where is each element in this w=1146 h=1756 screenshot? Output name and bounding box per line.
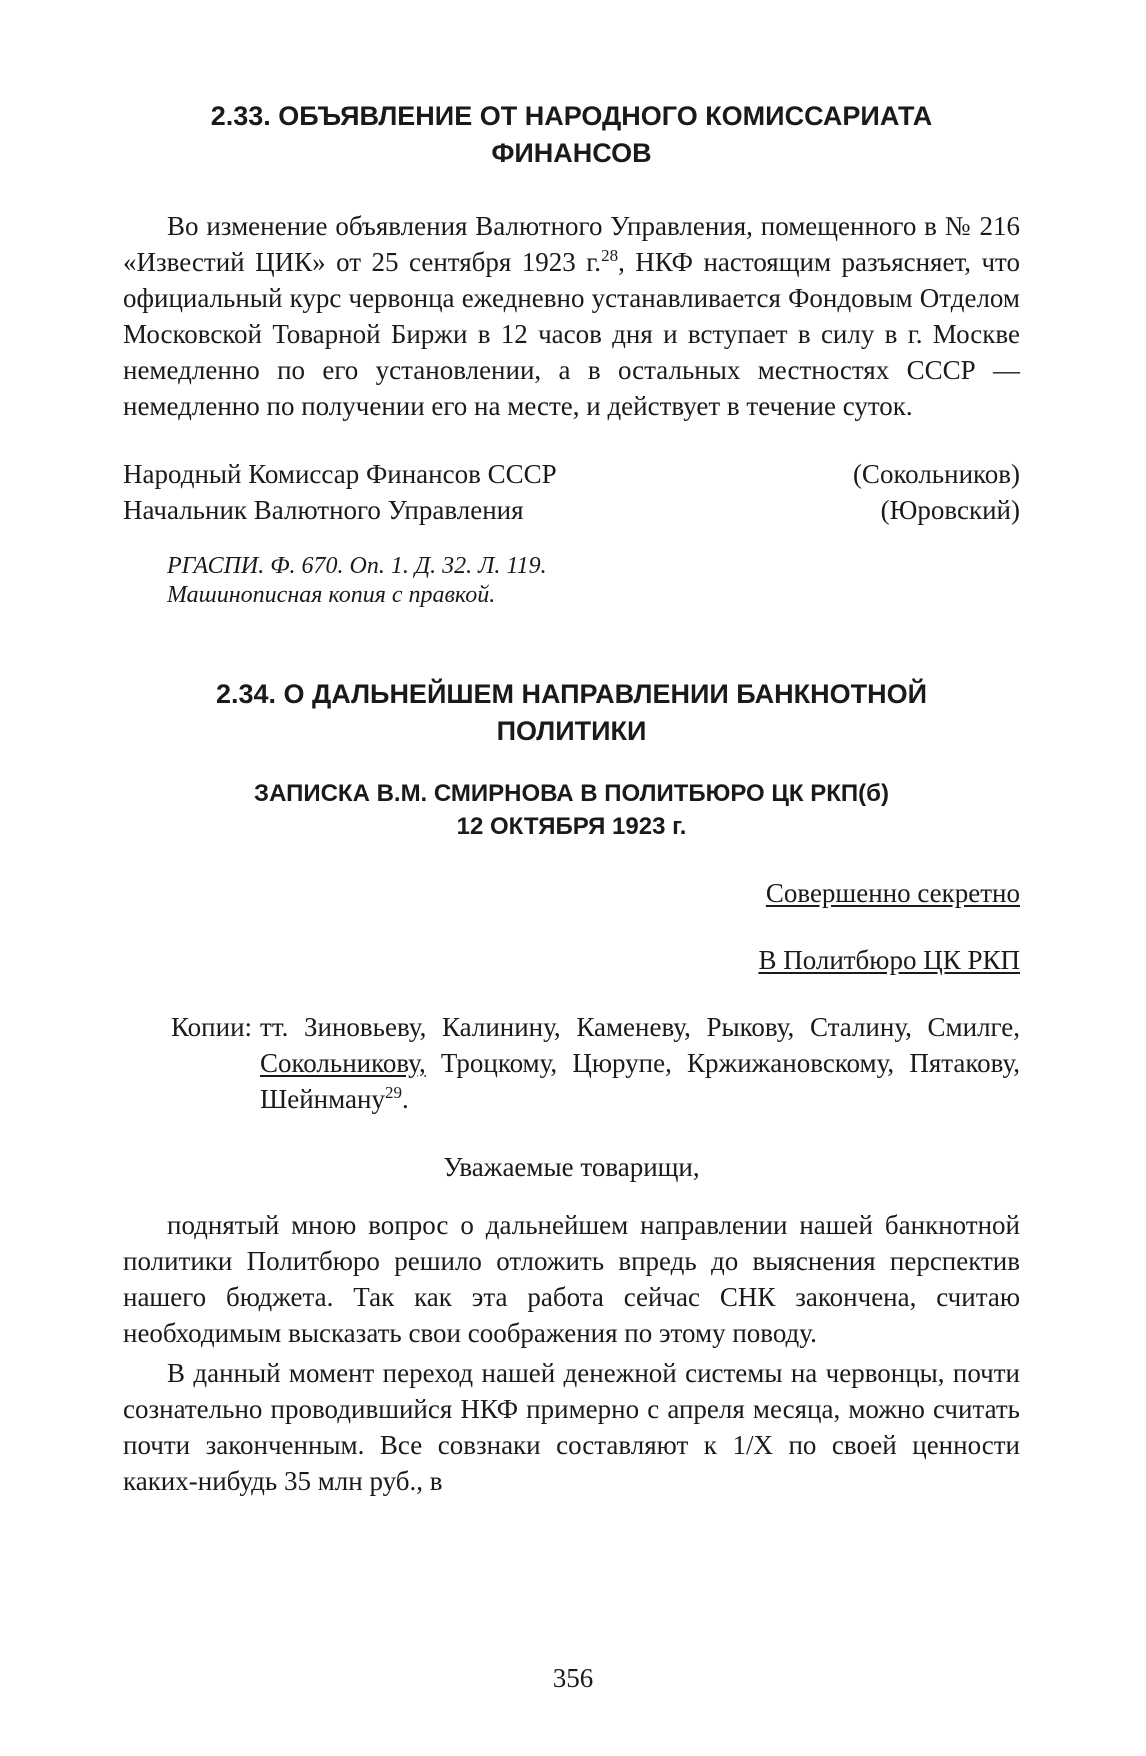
section-2-33-title-line1: 2.33. ОБЪЯВЛЕНИЕ ОТ НАРОДНОГО КОМИССАРИАТА	[210, 101, 933, 131]
signature-position: Народный Комиссар Финансов СССР	[123, 459, 557, 489]
greeting: Уважаемые товарищи,	[443, 1152, 700, 1182]
archive-line2: Машинописная копия с правкой.	[167, 582, 496, 608]
section-2-33-body	[123, 208, 1020, 424]
section-2-33	[123, 98, 1020, 610]
section-2-34-title	[123, 676, 1020, 750]
memo-paragraph-2: В данный момент переход нашей денежной системы на червонцы, почти сознательно проводившийся НКФ примерно с апреля месяца, можно считать почти законченным. Все совзнаки составляют к 1/X по своей ценности каких-нибудь 35 млн руб., в	[123, 1358, 1020, 1496]
signature-name: (Юровский)	[880, 495, 1020, 525]
addressee	[123, 942, 1020, 978]
footnote-ref-28: 28	[601, 246, 619, 265]
section-2-34-title-line1: 2.34. О ДАЛЬНЕЙШЕМ НАПРАВЛЕНИИ БАНКНОТНОЙ	[215, 679, 928, 709]
signature-row	[123, 492, 1020, 528]
copies-underlined-name: Сокольникову,	[260, 1048, 426, 1078]
subtitle-line2: 12 ОКТЯБРЯ 1923 г.	[456, 813, 687, 840]
copies-part1: тт. Зиновьеву, Калинину, Каменеву, Рыкову, Сталину, Смилге,	[260, 1012, 1020, 1042]
signature-name: (Сокольников)	[852, 459, 1020, 489]
body-part2: , НКФ настоящим разъясняет, что официальный курс червонца ежедневно устанавливается Фондовым Отделом Московской Товарной Биржи в 12 часов дня и вступает в силу в г. Москве немедленно по его установлении, а в остальных местностях СССР — немедленно по получении его на месте, и действует в течение суток.	[123, 247, 1020, 421]
classification-mark	[123, 875, 1020, 911]
section-2-33-title-line2: ФИНАНСОВ	[491, 138, 652, 168]
footnote-ref-29: 29	[384, 1083, 402, 1102]
section-2-34-subtitle	[123, 777, 1020, 843]
copies-label: Копии:	[171, 1012, 253, 1042]
memo-paragraph-1: поднятый мною вопрос о дальнейшем направлении нашей банкнотной политики Политбюро решило отложить впредь до выяснения перспектив нашего бюджета. Так как эта работа сейчас СНК закончена, считаю необходимым высказать свои соображения по этому поводу.	[123, 1210, 1020, 1348]
signature-block	[123, 456, 1020, 528]
subtitle-line1: ЗАПИСКА В.М. СМИРНОВА В ПОЛИТБЮРО ЦК РКП(б)	[254, 780, 889, 807]
section-2-33-title	[123, 98, 1020, 172]
page-number: 356	[552, 1663, 594, 1693]
archive-reference	[123, 552, 1020, 610]
section-2-34	[123, 676, 1020, 1499]
copies-part2: Троцкому, Цюрупе, Кржижановскому, Пятакову, Шейнману	[260, 1048, 1020, 1114]
classification-text: Совершенно секретно	[765, 878, 1020, 908]
signature-position: Начальник Валютного Управления	[123, 495, 524, 525]
body-part1: Во изменение объявления Валютного Управления, помещенного в № 216 «Известий ЦИК» от 25 сентября 1923 г.	[123, 211, 1020, 277]
copies-text	[260, 1009, 1020, 1117]
copies-list	[123, 1009, 1020, 1117]
section-2-34-title-line2: ПОЛИТИКИ	[496, 716, 647, 746]
copies-end: .	[401, 1084, 409, 1114]
addressee-text: В Политбюро ЦК РКП	[758, 945, 1020, 975]
signature-row	[123, 456, 1020, 492]
page-body	[123, 98, 1020, 1499]
archive-line1: РГАСПИ. Ф. 670. Оп. 1. Д. 32. Л. 119.	[167, 553, 547, 579]
